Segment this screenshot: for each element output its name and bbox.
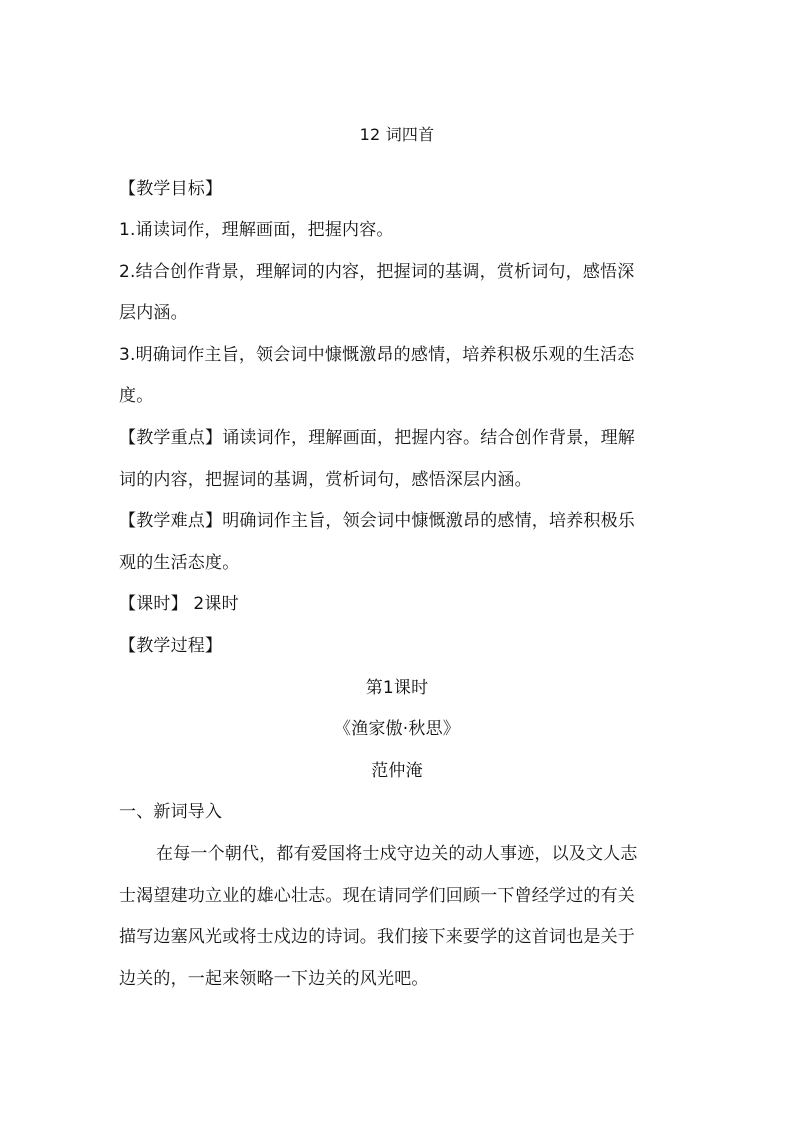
key-points-line-1: 【教学重点】诵读词作，理解画面，把握内容。结合创作背景，理解 [119,428,635,448]
objective-2-line-2: 层内涵。 [119,303,188,323]
objective-2-line-1: 2.结合创作背景，理解词的内容，把握词的基调，赏析词句，感悟深 [119,262,635,282]
intro-line-3: 描写边塞风光或将士戍边的诗词。我们接下来要学的这首词也是关于 [119,927,635,947]
difficulty-line-1: 【教学难点】明确词作主旨，领会词中慷慨激昂的感情，培养积极乐 [119,511,635,531]
objective-3-line-2: 度。 [119,386,154,406]
process-heading: 【教学过程】 [119,636,223,656]
poem-author: 范仲淹 [371,761,423,781]
lesson-title: 第1课时 [365,678,429,698]
intro-line-4: 边关的，一起来领略一下边关的风光吧。 [119,969,429,989]
key-points-line-2: 词的内容，把握词的基调，赏析词句，感悟深层内涵。 [119,470,532,490]
difficulty-line-2: 观的生活态度。 [119,553,240,573]
section-heading: 一、新词导入 [119,802,223,822]
poem-title: 《渔家傲·秋思》 [333,719,460,739]
intro-line-1: 在每一个朝代，都有爱国将士戍守边关的动人事迹，以及文人志 [156,844,638,864]
objective-1: 1.诵读词作，理解画面，把握内容。 [119,220,394,240]
objective-3-line-1: 3.明确词作主旨，领会词中慷慨激昂的感情，培养积极乐观的生活态 [119,345,635,365]
intro-line-2: 士渴望建功立业的雄心壮志。现在请同学们回顾一下曾经学过的有关 [119,886,635,906]
class-hours: 【课时】 2课时 [119,594,239,614]
objectives-heading: 【教学目标】 [119,179,223,199]
document-title: 12 词四首 [359,125,435,144]
